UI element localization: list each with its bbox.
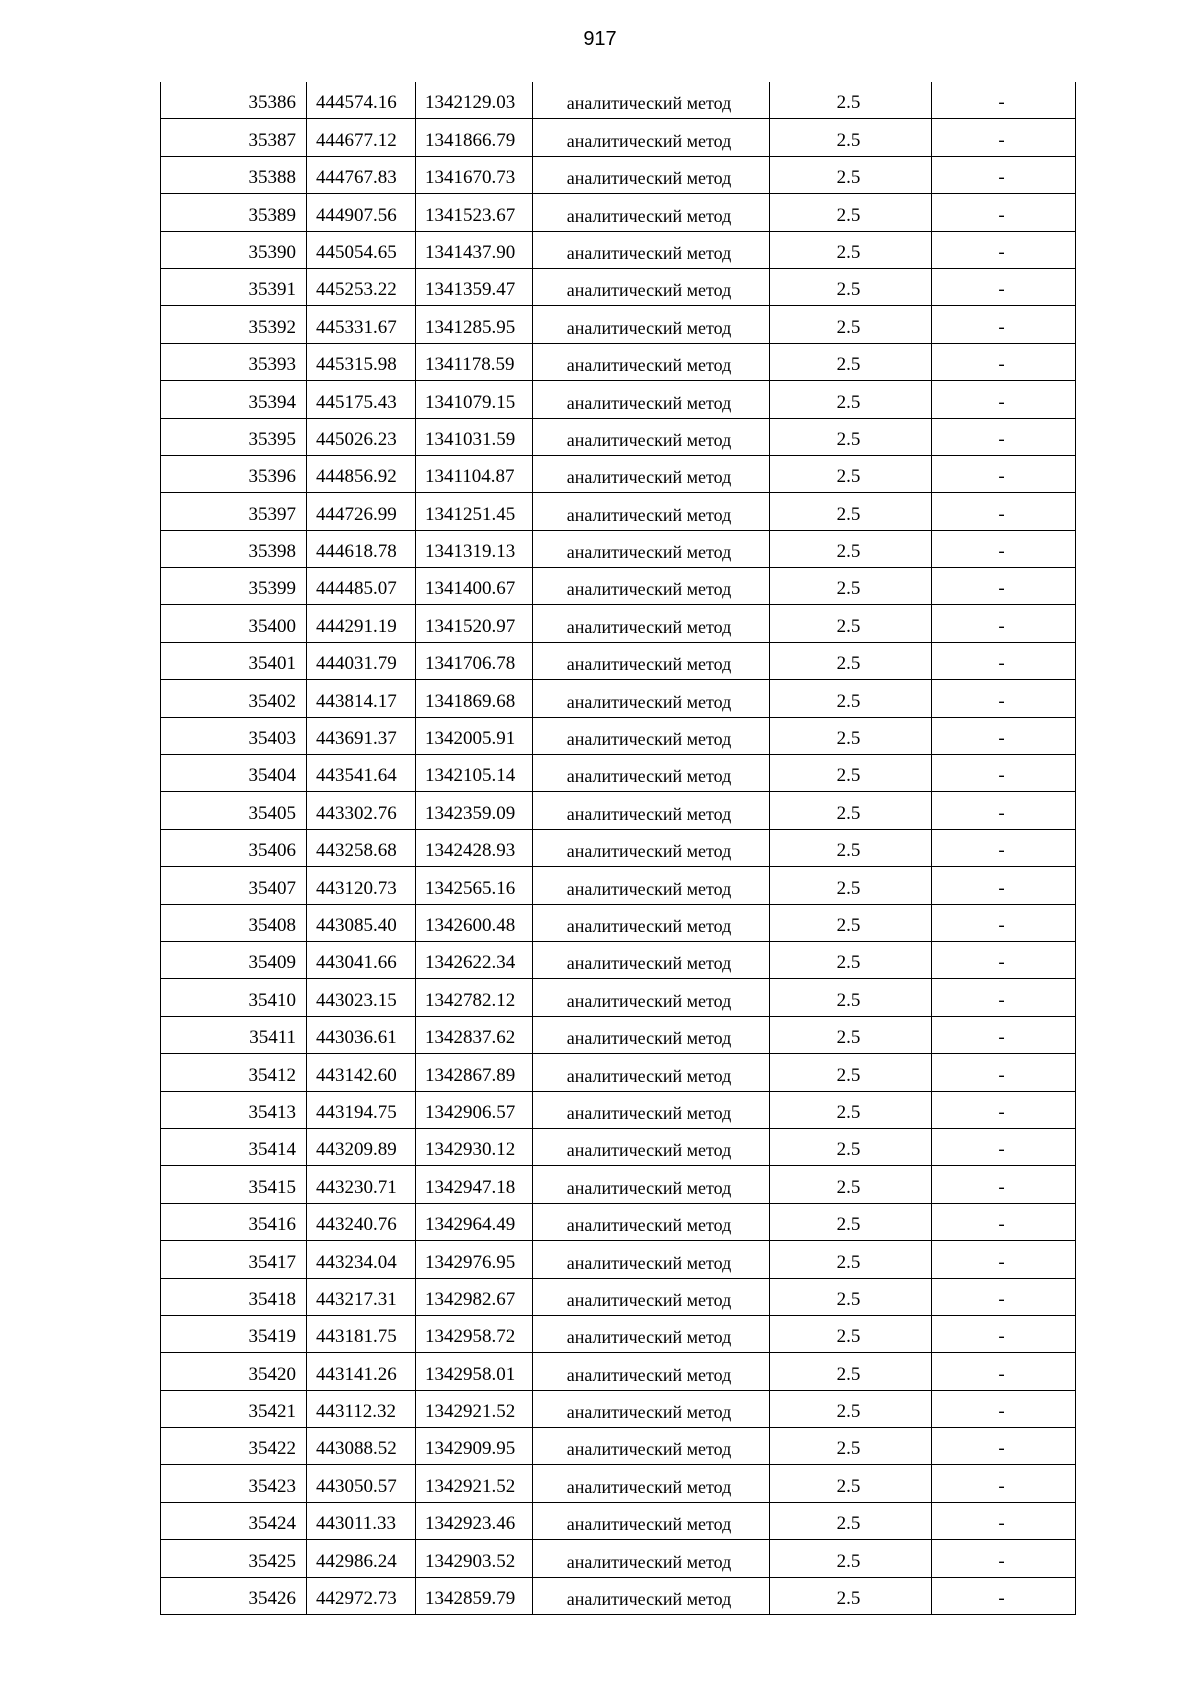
coordinates-table [160, 82, 1075, 1615]
y-coordinate-cell: 1342359.09 [416, 792, 533, 829]
note-cell: - [932, 455, 1076, 492]
note-cell: - [932, 530, 1076, 567]
y-coordinate-cell: 1342129.03 [416, 82, 533, 119]
method-cell: аналитический метод [533, 1502, 770, 1539]
point-number-cell: 35424 [161, 1502, 307, 1539]
accuracy-cell: 2.5 [770, 568, 932, 605]
accuracy-cell: 2.5 [770, 82, 932, 119]
accuracy-cell: 2.5 [770, 904, 932, 941]
table-row [161, 381, 1076, 418]
method-cell: аналитический метод [533, 1540, 770, 1577]
note-cell: - [932, 792, 1076, 829]
method-cell: аналитический метод [533, 642, 770, 679]
accuracy-cell: 2.5 [770, 1203, 932, 1240]
x-coordinate-cell: 444485.07 [307, 568, 416, 605]
y-coordinate-cell: 1341319.13 [416, 530, 533, 567]
point-number-cell: 35398 [161, 530, 307, 567]
y-coordinate-cell: 1341706.78 [416, 642, 533, 679]
note-cell: - [932, 343, 1076, 380]
y-coordinate-cell: 1342921.52 [416, 1465, 533, 1502]
x-coordinate-cell: 443050.57 [307, 1465, 416, 1502]
table-row [161, 343, 1076, 380]
accuracy-cell: 2.5 [770, 1278, 932, 1315]
table-row [161, 1502, 1076, 1539]
table-row [161, 418, 1076, 455]
point-number-cell: 35406 [161, 829, 307, 866]
method-cell: аналитический метод [533, 979, 770, 1016]
table-row [161, 1016, 1076, 1053]
accuracy-cell: 2.5 [770, 1016, 932, 1053]
note-cell: - [932, 268, 1076, 305]
method-cell: аналитический метод [533, 1128, 770, 1165]
y-coordinate-cell: 1342867.89 [416, 1054, 533, 1091]
accuracy-cell: 2.5 [770, 1577, 932, 1614]
accuracy-cell: 2.5 [770, 1465, 932, 1502]
y-coordinate-cell: 1342976.95 [416, 1241, 533, 1278]
method-cell: аналитический метод [533, 904, 770, 941]
point-number-cell: 35420 [161, 1353, 307, 1390]
y-coordinate-cell: 1341104.87 [416, 455, 533, 492]
accuracy-cell: 2.5 [770, 1353, 932, 1390]
accuracy-cell: 2.5 [770, 119, 932, 156]
accuracy-cell: 2.5 [770, 829, 932, 866]
x-coordinate-cell: 445026.23 [307, 418, 416, 455]
y-coordinate-cell: 1341031.59 [416, 418, 533, 455]
method-cell: аналитический метод [533, 829, 770, 866]
point-number-cell: 35392 [161, 306, 307, 343]
x-coordinate-cell: 445054.65 [307, 231, 416, 268]
method-cell: аналитический метод [533, 82, 770, 119]
table-row [161, 455, 1076, 492]
note-cell: - [932, 642, 1076, 679]
note-cell: - [932, 231, 1076, 268]
x-coordinate-cell: 443209.89 [307, 1128, 416, 1165]
table-row [161, 268, 1076, 305]
note-cell: - [932, 156, 1076, 193]
coordinates-table-body [161, 82, 1076, 1615]
table-row [161, 1315, 1076, 1352]
x-coordinate-cell: 444291.19 [307, 605, 416, 642]
point-number-cell: 35394 [161, 381, 307, 418]
method-cell: аналитический метод [533, 1054, 770, 1091]
table-row [161, 605, 1076, 642]
point-number-cell: 35402 [161, 680, 307, 717]
x-coordinate-cell: 443120.73 [307, 867, 416, 904]
point-number-cell: 35423 [161, 1465, 307, 1502]
table-row [161, 1128, 1076, 1165]
y-coordinate-cell: 1342622.34 [416, 941, 533, 978]
x-coordinate-cell: 445315.98 [307, 343, 416, 380]
accuracy-cell: 2.5 [770, 530, 932, 567]
note-cell: - [932, 979, 1076, 1016]
accuracy-cell: 2.5 [770, 941, 932, 978]
y-coordinate-cell: 1341866.79 [416, 119, 533, 156]
note-cell: - [932, 1390, 1076, 1427]
y-coordinate-cell: 1341178.59 [416, 343, 533, 380]
method-cell: аналитический метод [533, 1390, 770, 1427]
table-row [161, 755, 1076, 792]
x-coordinate-cell: 444856.92 [307, 455, 416, 492]
method-cell: аналитический метод [533, 1091, 770, 1128]
accuracy-cell: 2.5 [770, 1166, 932, 1203]
x-coordinate-cell: 444574.16 [307, 82, 416, 119]
y-coordinate-cell: 1342859.79 [416, 1577, 533, 1614]
note-cell: - [932, 493, 1076, 530]
method-cell: аналитический метод [533, 156, 770, 193]
table-row [161, 1278, 1076, 1315]
point-number-cell: 35395 [161, 418, 307, 455]
point-number-cell: 35418 [161, 1278, 307, 1315]
note-cell: - [932, 1128, 1076, 1165]
table-row [161, 1241, 1076, 1278]
y-coordinate-cell: 1342958.72 [416, 1315, 533, 1352]
table-row [161, 642, 1076, 679]
x-coordinate-cell: 443240.76 [307, 1203, 416, 1240]
point-number-cell: 35386 [161, 82, 307, 119]
method-cell: аналитический метод [533, 530, 770, 567]
y-coordinate-cell: 1342958.01 [416, 1353, 533, 1390]
y-coordinate-cell: 1342903.52 [416, 1540, 533, 1577]
accuracy-cell: 2.5 [770, 418, 932, 455]
accuracy-cell: 2.5 [770, 1315, 932, 1352]
table-row [161, 829, 1076, 866]
y-coordinate-cell: 1341359.47 [416, 268, 533, 305]
table-row [161, 1353, 1076, 1390]
x-coordinate-cell: 443541.64 [307, 755, 416, 792]
point-number-cell: 35391 [161, 268, 307, 305]
method-cell: аналитический метод [533, 1016, 770, 1053]
note-cell: - [932, 381, 1076, 418]
method-cell: аналитический метод [533, 268, 770, 305]
table-row [161, 306, 1076, 343]
x-coordinate-cell: 443085.40 [307, 904, 416, 941]
y-coordinate-cell: 1342005.91 [416, 717, 533, 754]
table-row [161, 979, 1076, 1016]
point-number-cell: 35408 [161, 904, 307, 941]
point-number-cell: 35389 [161, 194, 307, 231]
x-coordinate-cell: 442972.73 [307, 1577, 416, 1614]
accuracy-cell: 2.5 [770, 1428, 932, 1465]
point-number-cell: 35397 [161, 493, 307, 530]
x-coordinate-cell: 444618.78 [307, 530, 416, 567]
accuracy-cell: 2.5 [770, 1502, 932, 1539]
y-coordinate-cell: 1342982.67 [416, 1278, 533, 1315]
point-number-cell: 35415 [161, 1166, 307, 1203]
note-cell: - [932, 904, 1076, 941]
table-row [161, 792, 1076, 829]
accuracy-cell: 2.5 [770, 1128, 932, 1165]
accuracy-cell: 2.5 [770, 381, 932, 418]
point-number-cell: 35417 [161, 1241, 307, 1278]
point-number-cell: 35421 [161, 1390, 307, 1427]
accuracy-cell: 2.5 [770, 1091, 932, 1128]
method-cell: аналитический метод [533, 717, 770, 754]
point-number-cell: 35401 [161, 642, 307, 679]
point-number-cell: 35419 [161, 1315, 307, 1352]
table-row [161, 1203, 1076, 1240]
x-coordinate-cell: 443194.75 [307, 1091, 416, 1128]
table-row [161, 1577, 1076, 1614]
y-coordinate-cell: 1342964.49 [416, 1203, 533, 1240]
point-number-cell: 35407 [161, 867, 307, 904]
note-cell: - [932, 1091, 1076, 1128]
x-coordinate-cell: 443230.71 [307, 1166, 416, 1203]
y-coordinate-cell: 1342428.93 [416, 829, 533, 866]
x-coordinate-cell: 443258.68 [307, 829, 416, 866]
note-cell: - [932, 82, 1076, 119]
point-number-cell: 35404 [161, 755, 307, 792]
x-coordinate-cell: 443814.17 [307, 680, 416, 717]
table-row [161, 568, 1076, 605]
note-cell: - [932, 1016, 1076, 1053]
method-cell: аналитический метод [533, 119, 770, 156]
method-cell: аналитический метод [533, 1315, 770, 1352]
y-coordinate-cell: 1342923.46 [416, 1502, 533, 1539]
method-cell: аналитический метод [533, 493, 770, 530]
coordinates-table-grid [160, 82, 1076, 1615]
table-row [161, 1091, 1076, 1128]
y-coordinate-cell: 1342837.62 [416, 1016, 533, 1053]
method-cell: аналитический метод [533, 1203, 770, 1240]
x-coordinate-cell: 444031.79 [307, 642, 416, 679]
x-coordinate-cell: 443036.61 [307, 1016, 416, 1053]
point-number-cell: 35426 [161, 1577, 307, 1614]
y-coordinate-cell: 1342930.12 [416, 1128, 533, 1165]
method-cell: аналитический метод [533, 1166, 770, 1203]
method-cell: аналитический метод [533, 306, 770, 343]
note-cell: - [932, 1203, 1076, 1240]
x-coordinate-cell: 443142.60 [307, 1054, 416, 1091]
point-number-cell: 35400 [161, 605, 307, 642]
table-row [161, 717, 1076, 754]
point-number-cell: 35422 [161, 1428, 307, 1465]
table-row [161, 1428, 1076, 1465]
accuracy-cell: 2.5 [770, 979, 932, 1016]
method-cell: аналитический метод [533, 1577, 770, 1614]
x-coordinate-cell: 442986.24 [307, 1540, 416, 1577]
note-cell: - [932, 1315, 1076, 1352]
point-number-cell: 35405 [161, 792, 307, 829]
method-cell: аналитический метод [533, 231, 770, 268]
y-coordinate-cell: 1342600.48 [416, 904, 533, 941]
note-cell: - [932, 418, 1076, 455]
x-coordinate-cell: 443217.31 [307, 1278, 416, 1315]
y-coordinate-cell: 1342921.52 [416, 1390, 533, 1427]
method-cell: аналитический метод [533, 568, 770, 605]
note-cell: - [932, 1502, 1076, 1539]
note-cell: - [932, 941, 1076, 978]
table-row [161, 867, 1076, 904]
x-coordinate-cell: 444907.56 [307, 194, 416, 231]
x-coordinate-cell: 444677.12 [307, 119, 416, 156]
table-row [161, 904, 1076, 941]
accuracy-cell: 2.5 [770, 493, 932, 530]
table-row [161, 1166, 1076, 1203]
accuracy-cell: 2.5 [770, 867, 932, 904]
note-cell: - [932, 717, 1076, 754]
table-row [161, 1054, 1076, 1091]
table-row [161, 82, 1076, 119]
method-cell: аналитический метод [533, 418, 770, 455]
y-coordinate-cell: 1342105.14 [416, 755, 533, 792]
x-coordinate-cell: 445253.22 [307, 268, 416, 305]
accuracy-cell: 2.5 [770, 1390, 932, 1427]
accuracy-cell: 2.5 [770, 792, 932, 829]
point-number-cell: 35390 [161, 231, 307, 268]
accuracy-cell: 2.5 [770, 1054, 932, 1091]
point-number-cell: 35403 [161, 717, 307, 754]
x-coordinate-cell: 444726.99 [307, 493, 416, 530]
table-row [161, 119, 1076, 156]
point-number-cell: 35399 [161, 568, 307, 605]
note-cell: - [932, 1054, 1076, 1091]
method-cell: аналитический метод [533, 680, 770, 717]
note-cell: - [932, 1278, 1076, 1315]
y-coordinate-cell: 1341869.68 [416, 680, 533, 717]
point-number-cell: 35393 [161, 343, 307, 380]
note-cell: - [932, 755, 1076, 792]
note-cell: - [932, 680, 1076, 717]
x-coordinate-cell: 443691.37 [307, 717, 416, 754]
note-cell: - [932, 119, 1076, 156]
note-cell: - [932, 1428, 1076, 1465]
method-cell: аналитический метод [533, 605, 770, 642]
point-number-cell: 35410 [161, 979, 307, 1016]
table-row [161, 1540, 1076, 1577]
accuracy-cell: 2.5 [770, 231, 932, 268]
accuracy-cell: 2.5 [770, 1241, 932, 1278]
accuracy-cell: 2.5 [770, 680, 932, 717]
page-number: 917 [583, 28, 617, 50]
accuracy-cell: 2.5 [770, 306, 932, 343]
table-row [161, 941, 1076, 978]
table-row [161, 1465, 1076, 1502]
method-cell: аналитический метод [533, 343, 770, 380]
point-number-cell: 35414 [161, 1128, 307, 1165]
note-cell: - [932, 1465, 1076, 1502]
method-cell: аналитический метод [533, 792, 770, 829]
table-row [161, 194, 1076, 231]
y-coordinate-cell: 1341285.95 [416, 306, 533, 343]
x-coordinate-cell: 445331.67 [307, 306, 416, 343]
y-coordinate-cell: 1342782.12 [416, 979, 533, 1016]
note-cell: - [932, 306, 1076, 343]
note-cell: - [932, 829, 1076, 866]
table-row [161, 680, 1076, 717]
accuracy-cell: 2.5 [770, 605, 932, 642]
point-number-cell: 35425 [161, 1540, 307, 1577]
note-cell: - [932, 1166, 1076, 1203]
x-coordinate-cell: 443141.26 [307, 1353, 416, 1390]
y-coordinate-cell: 1342909.95 [416, 1428, 533, 1465]
y-coordinate-cell: 1341670.73 [416, 156, 533, 193]
method-cell: аналитический метод [533, 1241, 770, 1278]
point-number-cell: 35412 [161, 1054, 307, 1091]
accuracy-cell: 2.5 [770, 642, 932, 679]
note-cell: - [932, 1353, 1076, 1390]
table-row [161, 1390, 1076, 1427]
note-cell: - [932, 1540, 1076, 1577]
y-coordinate-cell: 1341437.90 [416, 231, 533, 268]
x-coordinate-cell: 443234.04 [307, 1241, 416, 1278]
method-cell: аналитический метод [533, 867, 770, 904]
table-row [161, 231, 1076, 268]
accuracy-cell: 2.5 [770, 268, 932, 305]
note-cell: - [932, 867, 1076, 904]
method-cell: аналитический метод [533, 194, 770, 231]
point-number-cell: 35416 [161, 1203, 307, 1240]
accuracy-cell: 2.5 [770, 1540, 932, 1577]
y-coordinate-cell: 1341520.97 [416, 605, 533, 642]
table-row [161, 156, 1076, 193]
accuracy-cell: 2.5 [770, 755, 932, 792]
x-coordinate-cell: 445175.43 [307, 381, 416, 418]
accuracy-cell: 2.5 [770, 455, 932, 492]
x-coordinate-cell: 443023.15 [307, 979, 416, 1016]
y-coordinate-cell: 1341251.45 [416, 493, 533, 530]
x-coordinate-cell: 443088.52 [307, 1428, 416, 1465]
y-coordinate-cell: 1341523.67 [416, 194, 533, 231]
method-cell: аналитический метод [533, 1465, 770, 1502]
y-coordinate-cell: 1341400.67 [416, 568, 533, 605]
point-number-cell: 35413 [161, 1091, 307, 1128]
point-number-cell: 35411 [161, 1016, 307, 1053]
point-number-cell: 35409 [161, 941, 307, 978]
method-cell: аналитический метод [533, 1278, 770, 1315]
method-cell: аналитический метод [533, 1428, 770, 1465]
accuracy-cell: 2.5 [770, 343, 932, 380]
accuracy-cell: 2.5 [770, 156, 932, 193]
method-cell: аналитический метод [533, 941, 770, 978]
x-coordinate-cell: 443112.32 [307, 1390, 416, 1427]
table-row [161, 493, 1076, 530]
accuracy-cell: 2.5 [770, 717, 932, 754]
y-coordinate-cell: 1342947.18 [416, 1166, 533, 1203]
y-coordinate-cell: 1342906.57 [416, 1091, 533, 1128]
note-cell: - [932, 194, 1076, 231]
method-cell: аналитический метод [533, 755, 770, 792]
method-cell: аналитический метод [533, 1353, 770, 1390]
point-number-cell: 35387 [161, 119, 307, 156]
point-number-cell: 35396 [161, 455, 307, 492]
note-cell: - [932, 605, 1076, 642]
note-cell: - [932, 1241, 1076, 1278]
x-coordinate-cell: 443302.76 [307, 792, 416, 829]
note-cell: - [932, 568, 1076, 605]
x-coordinate-cell: 443181.75 [307, 1315, 416, 1352]
x-coordinate-cell: 443041.66 [307, 941, 416, 978]
method-cell: аналитический метод [533, 455, 770, 492]
table-row [161, 530, 1076, 567]
note-cell: - [932, 1577, 1076, 1614]
y-coordinate-cell: 1341079.15 [416, 381, 533, 418]
accuracy-cell: 2.5 [770, 194, 932, 231]
y-coordinate-cell: 1342565.16 [416, 867, 533, 904]
x-coordinate-cell: 443011.33 [307, 1502, 416, 1539]
point-number-cell: 35388 [161, 156, 307, 193]
method-cell: аналитический метод [533, 381, 770, 418]
x-coordinate-cell: 444767.83 [307, 156, 416, 193]
